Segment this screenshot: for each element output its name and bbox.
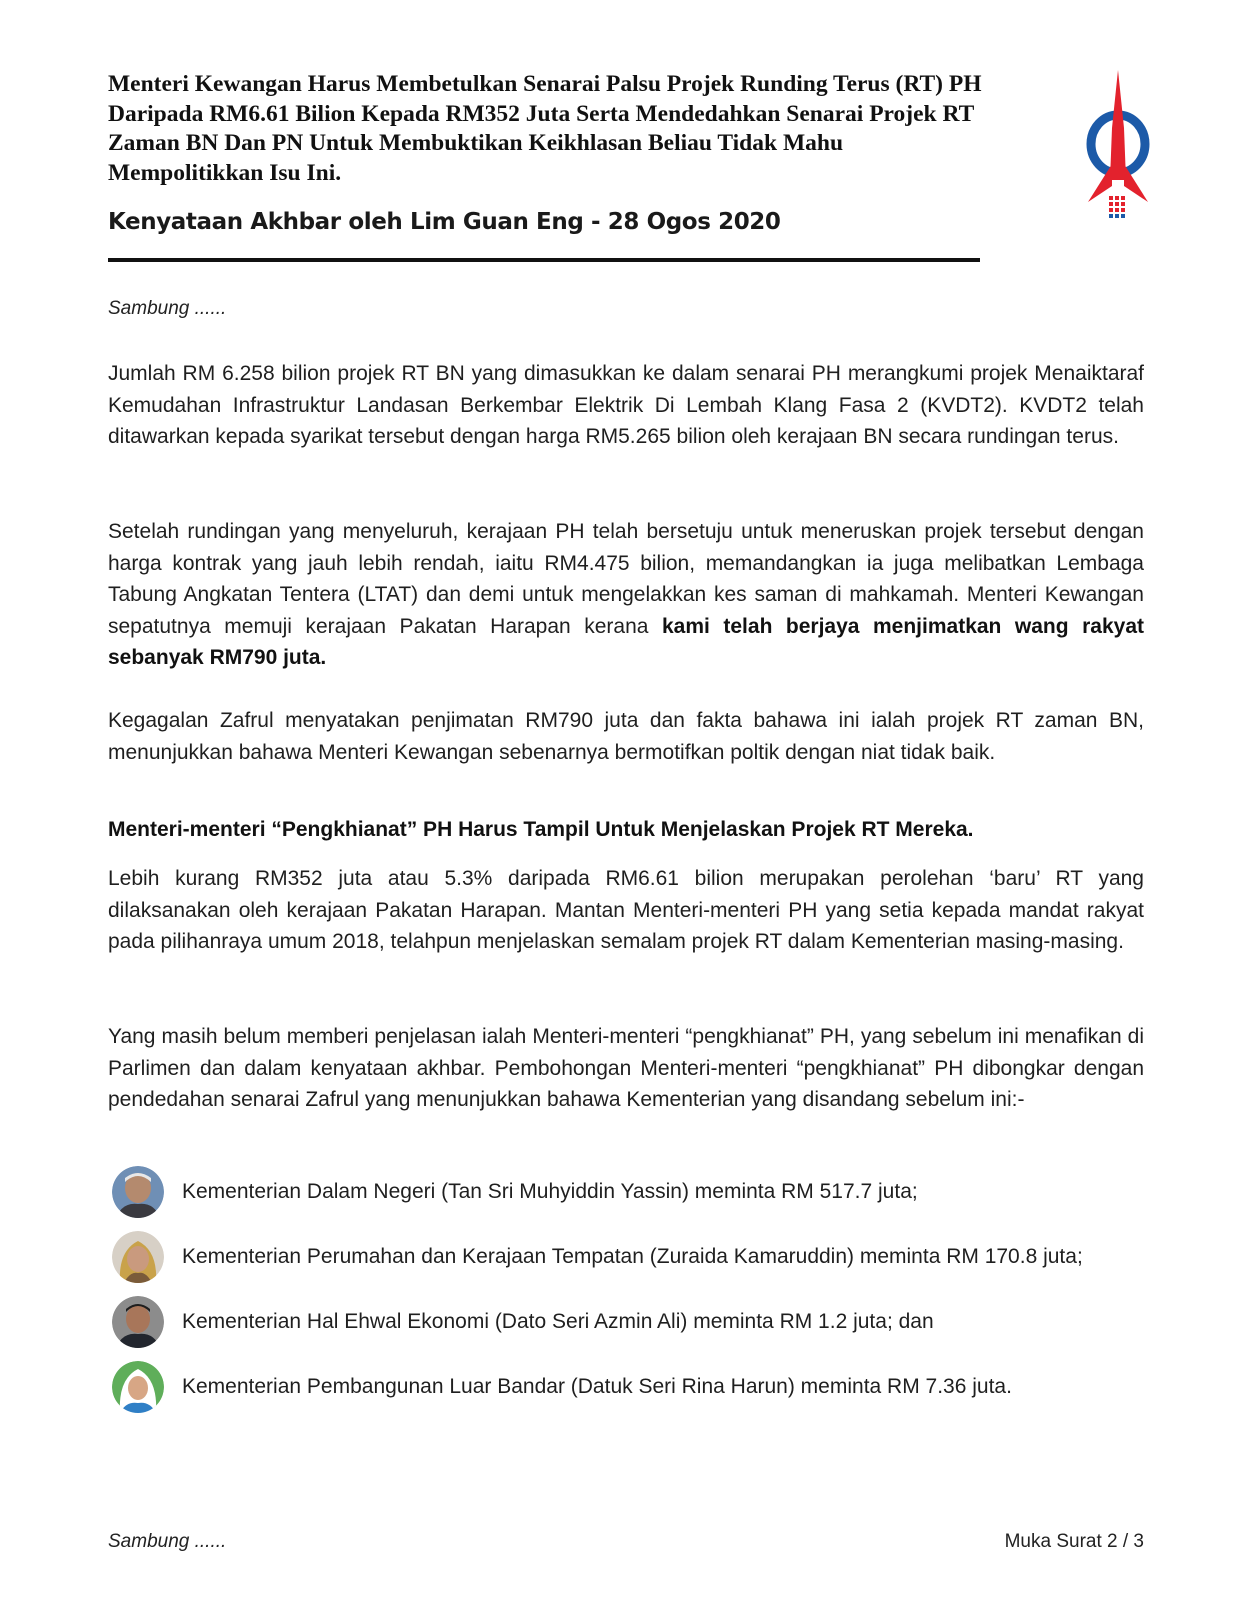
continue-note-bottom: Sambung ...... bbox=[108, 1531, 227, 1552]
title-line-3: Zaman BN Dan PN Untuk Membuktikan Keikhlasan Beliau Tidak Mahu bbox=[108, 130, 844, 156]
list-item-text: Kementerian Dalam Negeri (Tan Sri Muhyiddin Yassin) meminta RM 517.7 juta; bbox=[182, 1180, 918, 1203]
list-item-text: Kementerian Perumahan dan Kerajaan Tempatan (Zuraida Kamaruddin) meminta RM 170.8 juta; bbox=[182, 1245, 1083, 1268]
portrait-azmin-icon bbox=[112, 1296, 164, 1348]
title-line-1: Menteri Kewangan Harus Membetulkan Senarai Palsu Projek Runding Terus (RT) PH bbox=[108, 71, 982, 97]
dap-rocket-logo-icon bbox=[1080, 68, 1160, 222]
list-item bbox=[112, 1164, 918, 1220]
list-item bbox=[112, 1294, 934, 1350]
portrait-zuraida-icon bbox=[112, 1231, 164, 1283]
paragraph-negotiation-bold: kami telah berjaya menjimatkan wang rakyat sebanyak RM790 juta. bbox=[108, 614, 1144, 669]
paragraph-kvdt2: Jumlah RM 6.258 bilion projek RT BN yang dimasukkan ke dalam senarai PH merangkumi projek Menaiktaraf Kemudahan Infrastruktur Landasan Berkembar Elektrik Di Lembah Klang Fasa 2 (KVDT2). KVDT2 telah ditawarkan kepada syarikat tersebut dengan harga RM5.265 bilion oleh kerajaan BN secara rundingan terus. bbox=[108, 362, 1144, 448]
section-heading: Menteri-menteri “Pengkhianat” PH Harus Tampil Untuk Menjelaskan Projek RT Mereka. bbox=[108, 818, 974, 841]
paragraph-negotiation-text: Setelah rundingan yang menyeluruh, kerajaan PH telah bersetuju untuk meneruskan projek tersebut dengan harga kontrak yang jauh lebih rendah, iaitu RM4.475 bilion, memandangkan ia juga melibatkan Lembaga Tabung Angkatan Tentera (LTAT) dan demi untuk mengelakkan kes saman di mahkamah. Menteri Kewangan sepatutnya memuji kerajaan Pakatan Harapan kerana bbox=[108, 520, 1144, 638]
portrait-muhyiddin-icon bbox=[112, 1166, 164, 1218]
header-divider bbox=[108, 258, 980, 262]
title-line-2: Daripada RM6.61 Bilion Kepada RM352 Juta Serta Mendedahkan Senarai Projek RT bbox=[108, 100, 975, 127]
paragraph-pengkhianat: Yang masih belum memberi penjelasan ialah Menteri-menteri “pengkhianat” PH, yang sebelum ini menafikan di Parlimen dan dalam kenyataan akhbar. Pembohongan Menteri-menteri “pengkhianat” PH dibongkar dengan pendedahan senarai Zafrul yang menunjukkan bahawa Kementerian yang disandang sebelum ini:- bbox=[108, 1025, 1144, 1111]
paragraph-zafrul: Kegagalan Zafrul menyatakan penjimatan RM790 juta dan fakta bahawa ini ialah projek RT zaman BN, menunjukkan bahawa Menteri Kewangan sebenarnya bermotifkan poltik dengan niat tidak baik. bbox=[108, 709, 1144, 764]
paragraph-negotiation bbox=[108, 516, 1144, 674]
list-item-text: Kementerian Pembangunan Luar Bandar (Datuk Seri Rina Harun) meminta RM 7.36 juta. bbox=[182, 1375, 1012, 1398]
list-item bbox=[112, 1229, 1083, 1285]
portrait-rina-icon bbox=[112, 1361, 164, 1413]
list-item bbox=[112, 1359, 1012, 1415]
press-statement-subtitle: Kenyataan Akhbar oleh Lim Guan Eng - 28 Ogos 2020 bbox=[108, 209, 781, 235]
list-item-text: Kementerian Hal Ehwal Ekonomi (Dato Seri Azmin Ali) meminta RM 1.2 juta; dan bbox=[182, 1310, 934, 1333]
continue-note-top: Sambung ...... bbox=[108, 298, 227, 319]
title-line-4: Mempolitikkan Isu Ini. bbox=[108, 159, 342, 186]
document-title bbox=[108, 70, 1058, 188]
page-number: Muka Surat 2 / 3 bbox=[1004, 1531, 1144, 1552]
paragraph-rm352: Lebih kurang RM352 juta atau 5.3% daripada RM6.61 bilion merupakan perolehan ‘baru’ RT yang dilaksanakan oleh kerajaan Pakatan Harapan. Mantan Menteri-menteri PH yang setia kepada mandat rakyat pada pilihanraya umum 2018, telahpun menjelaskan semalam projek RT dalam Kementerian masing-masing. bbox=[108, 867, 1144, 953]
